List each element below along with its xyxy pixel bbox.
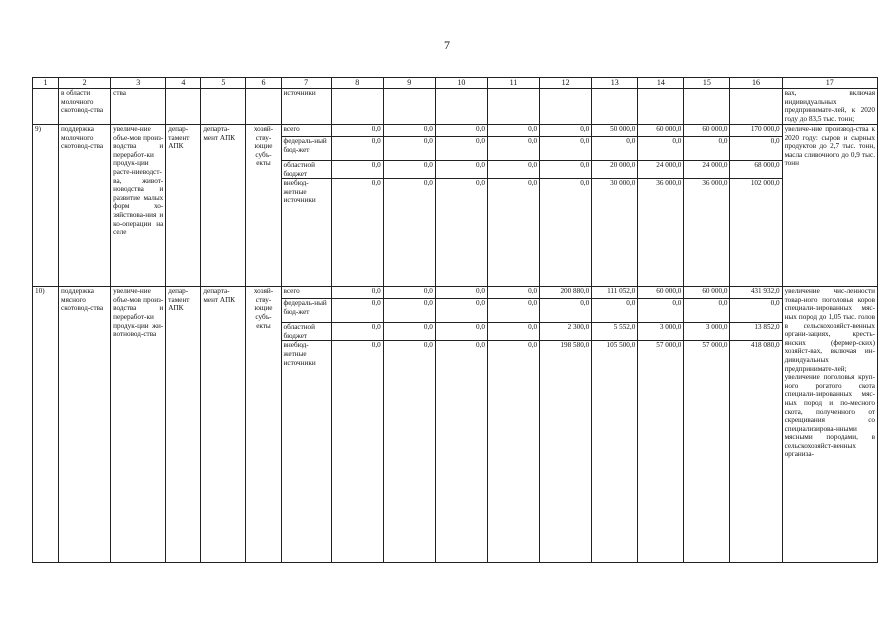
funding-value: 418 080,0	[730, 341, 782, 563]
funding-value: 0,0	[487, 323, 539, 341]
funding-value: 57 000,0	[684, 341, 730, 563]
funding-value: 0,0	[383, 179, 435, 287]
funding-value: 0,0	[435, 161, 487, 179]
funding-value: 0,0	[331, 299, 383, 323]
funding-source: федераль-ный бюд-жет	[281, 137, 331, 161]
column-number: 12	[540, 78, 592, 89]
funding-value: 0,0	[638, 137, 684, 161]
funding-value: 111 052,0	[592, 287, 638, 299]
continuation-cell	[592, 89, 638, 125]
funding-value: 0,0	[487, 125, 539, 137]
table-row	[33, 287, 878, 299]
continuation-description: ства	[111, 89, 166, 125]
column-number: 7	[281, 78, 331, 89]
funding-value: 60 000,0	[684, 125, 730, 137]
funding-value: 0,0	[435, 299, 487, 323]
funding-value: 0,0	[383, 125, 435, 137]
funding-value: 68 000,0	[730, 161, 782, 179]
funding-value: 0,0	[331, 341, 383, 563]
funding-value: 0,0	[540, 299, 592, 323]
column-number: 6	[246, 78, 281, 89]
column-number: 10	[435, 78, 487, 89]
funding-value: 0,0	[540, 137, 592, 161]
funding-value: 0,0	[487, 179, 539, 287]
continuation-cell	[331, 89, 383, 125]
funding-source: областной бюджет	[281, 161, 331, 179]
funding-value: 0,0	[383, 341, 435, 563]
funding-value: 36 000,0	[684, 179, 730, 287]
funding-source: всего	[281, 125, 331, 137]
funding-value: 0,0	[331, 137, 383, 161]
funding-value: 0,0	[435, 125, 487, 137]
funding-value: 0,0	[540, 125, 592, 137]
funding-value: 30 000,0	[592, 179, 638, 287]
column-number-row	[33, 78, 878, 89]
continuation-source: источники	[281, 89, 331, 125]
funding-value: 57 000,0	[638, 341, 684, 563]
funding-value: 0,0	[540, 161, 592, 179]
measure-coexecutor: департа-мент АПК	[201, 287, 246, 563]
continuation-cell	[730, 89, 782, 125]
funding-value: 431 932,0	[730, 287, 782, 299]
measure-coexecutor: департа-мент АПК	[201, 125, 246, 287]
funding-value: 60 000,0	[684, 287, 730, 299]
column-number: 5	[201, 78, 246, 89]
expected-result: увеличение чис-ленности товар-ного поголовья коров специали-зированных мяс-ных пород до 1,05 тыс. голов в сельскохозяйст-венных органи-зациях, кресть-янских (фермер-ских) хозяйст-вах, включая ин-дивидуальных предпринимате-лей; увеличение поголовья круп-ного рогатого скота специали-зированных мяс-ных пород и по-месного скота, полученного от скрещивания со специализирова-нными мясными породами, в сельскохозяйст-венных организа-	[782, 287, 877, 563]
funding-value: 0,0	[383, 287, 435, 299]
funding-value: 0,0	[435, 287, 487, 299]
continuation-cell	[383, 89, 435, 125]
continuation-cell	[33, 89, 59, 125]
funding-value: 0,0	[592, 137, 638, 161]
funding-value: 3 000,0	[684, 323, 730, 341]
program-table	[32, 77, 878, 563]
funding-value: 20 000,0	[592, 161, 638, 179]
column-number: 2	[59, 78, 111, 89]
funding-value: 0,0	[487, 299, 539, 323]
funding-value: 0,0	[540, 179, 592, 287]
funding-value: 0,0	[331, 161, 383, 179]
funding-source: внебюд-жетные источники	[281, 179, 331, 287]
funding-value: 5 552,0	[592, 323, 638, 341]
continuation-name: в области молочного скотовод-ства	[59, 89, 111, 125]
funding-value: 0,0	[730, 137, 782, 161]
column-number: 9	[383, 78, 435, 89]
page-number: 7	[444, 38, 450, 52]
column-number: 14	[638, 78, 684, 89]
funding-value: 0,0	[730, 299, 782, 323]
funding-value: 102 000,0	[730, 179, 782, 287]
funding-value: 0,0	[487, 161, 539, 179]
funding-value: 0,0	[383, 137, 435, 161]
funding-source: федераль-ный бюд-жет	[281, 299, 331, 323]
funding-value: 198 580,0	[540, 341, 592, 563]
funding-value: 0,0	[684, 299, 730, 323]
funding-value: 0,0	[435, 341, 487, 563]
continuation-result: вах, включая индивидуальных предпринимате-лей, к 2020 году до 83,5 тыс. тонн;	[782, 89, 877, 125]
funding-value: 50 000,0	[592, 125, 638, 137]
continuation-cell	[435, 89, 487, 125]
funding-value: 0,0	[487, 287, 539, 299]
column-number: 3	[111, 78, 166, 89]
funding-value: 0,0	[331, 125, 383, 137]
column-number: 13	[592, 78, 638, 89]
funding-value: 0,0	[684, 137, 730, 161]
funding-value: 0,0	[435, 179, 487, 287]
continuation-cell	[201, 89, 246, 125]
funding-value: 0,0	[383, 323, 435, 341]
column-number: 11	[487, 78, 539, 89]
funding-source: внебюд-жетные источники	[281, 341, 331, 563]
funding-value: 2 300,0	[540, 323, 592, 341]
funding-value: 60 000,0	[638, 125, 684, 137]
expected-result: увеличе-ние производ-ства к 2020 году: сыров и сырных продуктов до 2,7 тыс. тонн, масла сливочного до 0,9 тыс. тонн	[782, 125, 877, 287]
funding-value: 0,0	[638, 299, 684, 323]
continuation-cell	[487, 89, 539, 125]
funding-value: 0,0	[435, 137, 487, 161]
funding-value: 0,0	[383, 299, 435, 323]
funding-value: 3 000,0	[638, 323, 684, 341]
funding-value: 24 000,0	[684, 161, 730, 179]
continuation-cell	[166, 89, 201, 125]
measure-participants: хозяй-ству-ющие субъ-екты	[246, 287, 281, 563]
column-number: 15	[684, 78, 730, 89]
measure-participants: хозяй-ству-ющие субъ-екты	[246, 125, 281, 287]
column-number: 8	[331, 78, 383, 89]
funding-value: 0,0	[331, 179, 383, 287]
column-number: 17	[782, 78, 877, 89]
funding-value: 13 852,0	[730, 323, 782, 341]
column-number: 16	[730, 78, 782, 89]
measure-executor: депар-тамент АПК	[166, 125, 201, 287]
funding-source: всего	[281, 287, 331, 299]
funding-value: 0,0	[331, 323, 383, 341]
funding-value: 0,0	[435, 323, 487, 341]
funding-value: 24 000,0	[638, 161, 684, 179]
measure-name: поддержка мясного скотовод-ства	[59, 287, 111, 563]
row-number: 10)	[33, 287, 59, 563]
measure-name: поддержка молочного скотовод-ства	[59, 125, 111, 287]
column-number: 4	[166, 78, 201, 89]
funding-value: 200 880,0	[540, 287, 592, 299]
funding-value: 0,0	[487, 341, 539, 563]
table-row	[33, 125, 878, 137]
row-number: 9)	[33, 125, 59, 287]
continuation-row	[33, 89, 878, 125]
measure-description: увеличе-ние объе-мов произ-водства и переработ-ки продук-ции жи-вотновод-ства	[111, 287, 166, 563]
funding-value: 0,0	[383, 161, 435, 179]
funding-value: 0,0	[592, 299, 638, 323]
funding-value: 36 000,0	[638, 179, 684, 287]
measure-executor: депар-тамент АПК	[166, 287, 201, 563]
funding-value: 0,0	[487, 137, 539, 161]
funding-value: 0,0	[331, 287, 383, 299]
continuation-cell	[638, 89, 684, 125]
column-number: 1	[33, 78, 59, 89]
funding-source: областной бюджет	[281, 323, 331, 341]
continuation-cell	[540, 89, 592, 125]
measure-description: увеличе-ние объе-мов произ-водства и переработ-ки продук-ции расте-ниеводст-ва, живот-новодства и развитие малых форм хо-зяйствова-ния и ко-операции на селе	[111, 125, 166, 287]
continuation-cell	[246, 89, 281, 125]
funding-value: 105 500,0	[592, 341, 638, 563]
funding-value: 170 000,0	[730, 125, 782, 137]
funding-value: 60 000,0	[638, 287, 684, 299]
continuation-cell	[684, 89, 730, 125]
